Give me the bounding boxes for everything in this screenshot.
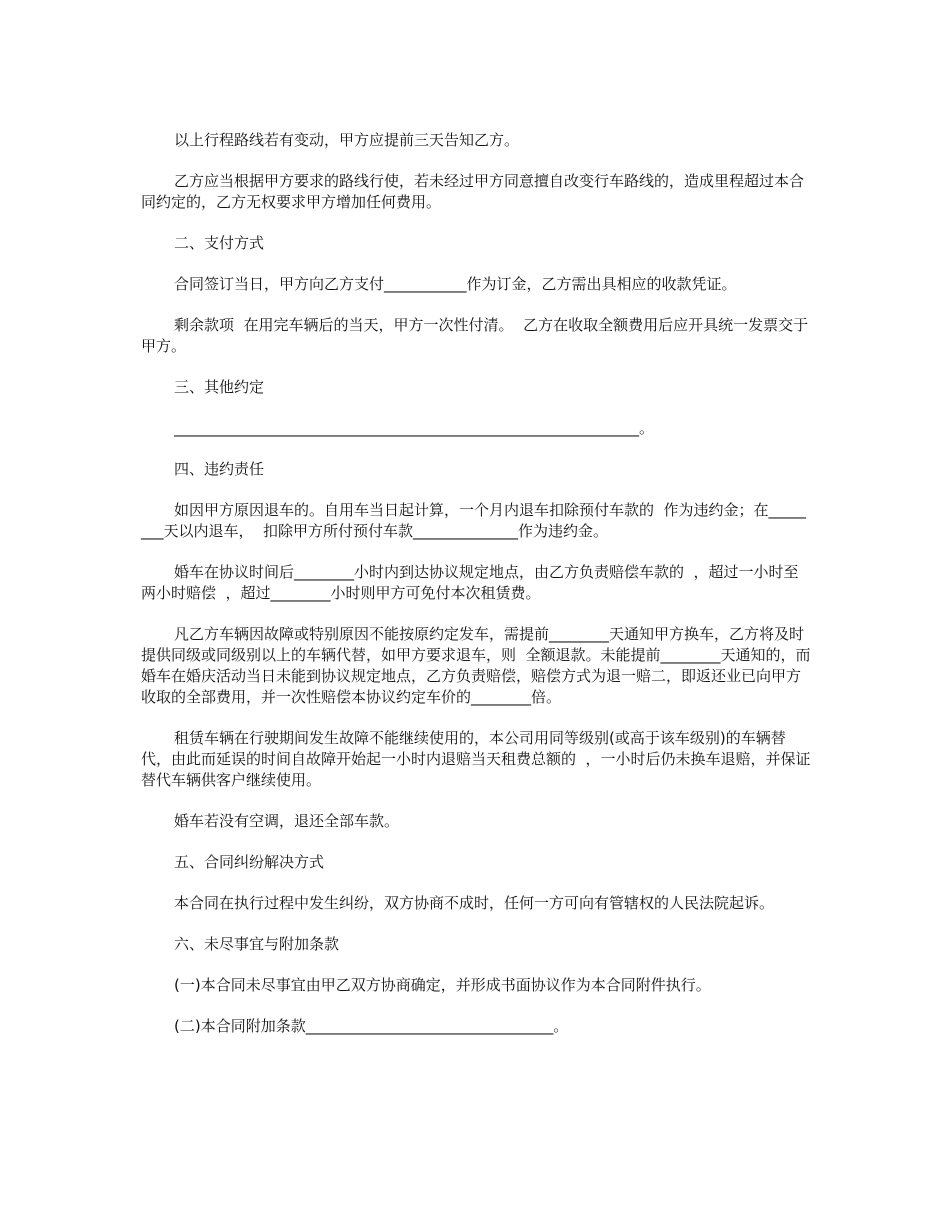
paragraph-remaining-payment: 剩余款项 在用完车辆后的当天，甲方一次性付清。 乙方在收取全额费用后应开具统一发票交于甲方。	[141, 316, 809, 355]
paragraph-additional-term-1: (一)本合同未尽事宜由甲乙双方协商确定，并形成书面协议作为本合同附件执行。	[174, 976, 711, 994]
section-heading-additional-terms: 六、未尽事宜与附加条款	[174, 935, 340, 953]
paragraph-late-arrival: 婚车在协议时间后________小时内到达协议规定地点，由乙方负责赔偿车款的 ，超过一小时至两小时赔偿 ，超过________小时则甲方可免付本次租赁费。	[141, 563, 799, 602]
paragraph-route-change: 以上行程路线若有变动，甲方应提前三天告知乙方。	[174, 131, 520, 149]
paragraph-additional-term-2: (二)本合同附加条款_________________________________。	[174, 1017, 569, 1035]
section-heading-breach: 四、违约责任	[174, 460, 265, 478]
paragraph-disputes: 本合同在执行过程中发生纠纷，双方协商不成时，任何一方可向有管辖权的人民法院起诉。	[174, 894, 775, 912]
section-heading-other-terms: 三、其他约定	[174, 378, 265, 396]
paragraph-air-conditioning: 婚车若没有空调，退还全部车款。	[174, 812, 400, 830]
paragraph-deposit: 合同签订当日，甲方向乙方支付___________作为订金，乙方需出具相应的收款凭证。	[174, 275, 737, 293]
paragraph-breakdown-replacement: 租赁车辆在行驶期间发生故障不能继续使用的，本公司用同等级别(或高于该车级别)的车辆替代，由此而延误的时间自故障开始起一小时内退赔当天租费总额的 ，一小时后仍未换车退赔，并保证替代车辆供客户继续使用。	[141, 729, 811, 789]
paragraph-route-deviation: 乙方应当根据甲方要求的路线行使，若未经过甲方同意擅自改变行车路线的，造成里程超过本合同约定的，乙方无权要求甲方增加任何费用。	[141, 172, 805, 211]
paragraph-cancellation: 如因甲方原因退车的。自用车当日起计算，一个月内退车扣除预付车款的 作为违约金；在________天以内退车， 扣除甲方所付预付车款______________作为违约金。	[141, 501, 807, 540]
section-heading-payment: 二、支付方式	[174, 234, 265, 252]
paragraph-vehicle-failure: 凡乙方车辆因故障或特别原因不能按原约定发车，需提前________天通知甲方换车，乙方将及时提供同级或同级别以上的车辆代替，如甲方要求退车，则 全额退款。未能提前________天通知的，而婚车在婚庆活动当日未能到协议规定地点，乙方负责赔偿，赔偿方式为退一赔二，即返还业已向甲方收取的全部费用，并一次性赔偿本协议约定车价的________倍。	[141, 625, 811, 706]
paragraph-other-terms-blank: ______________________________________________________________。	[174, 419, 655, 437]
section-heading-disputes: 五、合同纠纷解决方式	[174, 853, 325, 871]
document-body	[141, 130, 811, 1057]
